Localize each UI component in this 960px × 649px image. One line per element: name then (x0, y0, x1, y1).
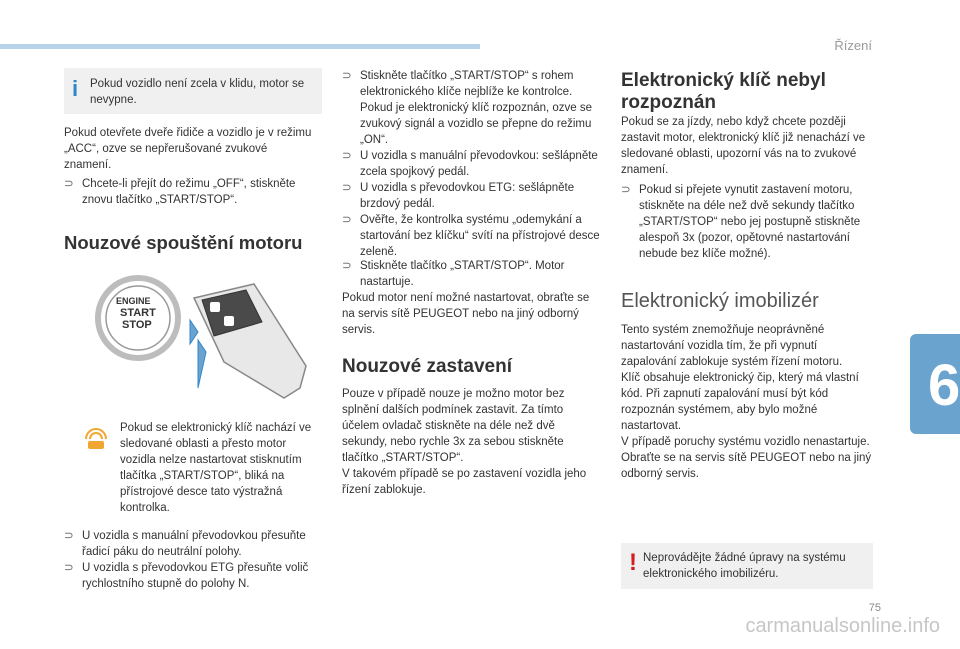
arrow-bullet-icon: ⊃ (64, 530, 74, 542)
list-item: ⊃ Pokud si přejete vynutit zastavení motoru, stiskněte na déle než dvě sekundy tlačítko „START/STOP“ nebo jej postupně stiskněte alespoň 3x (pozor, opětovné nastartování nebude bez klíče možné). (621, 184, 861, 260)
arrow-bullet-icon: ⊃ (342, 214, 352, 226)
arrow-bullet-icon: ⊃ (64, 178, 74, 190)
section-heading: Elektronický imobilizér (621, 290, 819, 312)
warning-box (621, 543, 873, 589)
list-item: ⊃ U vozidla s manuální převodovkou: sešlápněte zcela spojkový pedál. (342, 150, 598, 178)
paragraph: Tento systém znemožňuje neoprávněné nastartování vozidla tím, že při vypnutí zapalování zablokuje systém řízení motoru. Klíč obsahuje elektronický čip, který má vlastní kód. Při zapnutí zapalování musí být kód rozpoznán systémem, aby bylo možné nastartovat. V případě poruchy systému vozidlo nenastartuje. Obraťte se na servis sítě PEUGEOT nebo na jiný odborný servis. (621, 324, 872, 480)
arrow-bullet-icon: ⊃ (342, 70, 352, 82)
exclamation-icon: ! (629, 549, 637, 576)
list-item: ⊃ U vozidla s převodovkou ETG přesuňte volič rychlostního stupně do polohy N. (64, 562, 309, 590)
section-heading: Elektronický klíč nebyl rozpoznán (621, 70, 826, 113)
section-heading: Nouzové zastavení (342, 356, 512, 377)
info-box-text: Pokud vozidlo není zcela v klidu, motor se nevypne. (90, 78, 305, 106)
arrow-bullet-icon: ⊃ (64, 562, 74, 574)
svg-text:START: START (120, 307, 156, 319)
paragraph: Pokud otevřete dveře řidiče a vozidlo je v režimu „ACC“, ozve se nepřerušované zvukové znamení. (64, 127, 312, 171)
engine-start-stop-label: ENGINE (116, 296, 151, 306)
arrow-bullet-icon: ⊃ (621, 184, 631, 196)
info-box (64, 68, 322, 114)
arrow-bullet-icon: ⊃ (342, 260, 352, 272)
info-icon: i (72, 76, 79, 101)
header-bar (0, 44, 480, 49)
key-warning-icon (82, 427, 110, 451)
list-item: ⊃ Chcete-li přejít do režimu „OFF“, stiskněte znovu tlačítko „START/STOP“. (64, 178, 296, 206)
paragraph: Pokud se za jízdy, nebo když chcete později zastavit motor, elektronický klíč již nenachází ve sledované oblasti, upozorní vás na to zvukové znamení. (621, 116, 866, 176)
section-heading: Nouzové spouštění motoru (64, 232, 303, 253)
section-title: Řízení (834, 38, 872, 53)
list-item: ⊃ U vozidla s převodovkou ETG: sešlápněte brzdový pedál. (342, 182, 575, 210)
list-item: ⊃ Stiskněte tlačítko „START/STOP“ s rohem elektronického klíče nejblíže ke kontrolce. Pokud je elektronický klíč rozpoznán, ozve se zvukový signál a vozidlo se přepne do režimu „ON“. (342, 70, 593, 146)
warning-paragraph: Pokud se elektronický klíč nachází ve sledované oblasti a přesto motor vozidla nelze nastartovat stisknutím tlačítka „START/STOP“, bliká na přístrojové desce tato výstražná kontrolka. (120, 422, 312, 514)
arrow-bullet-icon: ⊃ (342, 150, 352, 162)
chapter-number: 6 (928, 353, 960, 418)
list-item: ⊃ Stiskněte tlačítko „START/STOP“. Motor nastartuje. (342, 260, 565, 288)
warning-box-text: Neprovádějte žádné úpravy na systému elektronického imobilizéru. (643, 552, 846, 580)
list-item: ⊃ U vozidla s manuální převodovkou přesuňte řadicí páku do neutrální polohy. (64, 530, 306, 558)
paragraph: Pouze v případě nouze je možno motor bez splnění dalších podmínek zastavit. Za tímto účelem ovladač stiskněte na déle než dvě sekundy, nebo rychle 3x za sebou stiskněte tlačítko „START/STOP“. V takovém případě se po zastavení vozidla jeho řízení zablokuje. (342, 388, 587, 496)
paragraph: Pokud motor není možné nastartovat, obraťte se na servis sítě PEUGEOT nebo na jiný odborný servis. (342, 292, 590, 336)
page-number: 75 (868, 602, 881, 614)
key-fob-illustration (94, 270, 314, 400)
list-item: ⊃ Ověřte, že kontrolka systému „odemykání a startování bez klíčku“ svítí na přístrojové desce zeleně. (342, 214, 600, 258)
watermark: carmanualsonline.info (745, 615, 940, 637)
arrow-bullet-icon: ⊃ (342, 182, 352, 194)
chapter-tab (910, 334, 960, 434)
svg-text:STOP: STOP (122, 319, 152, 331)
